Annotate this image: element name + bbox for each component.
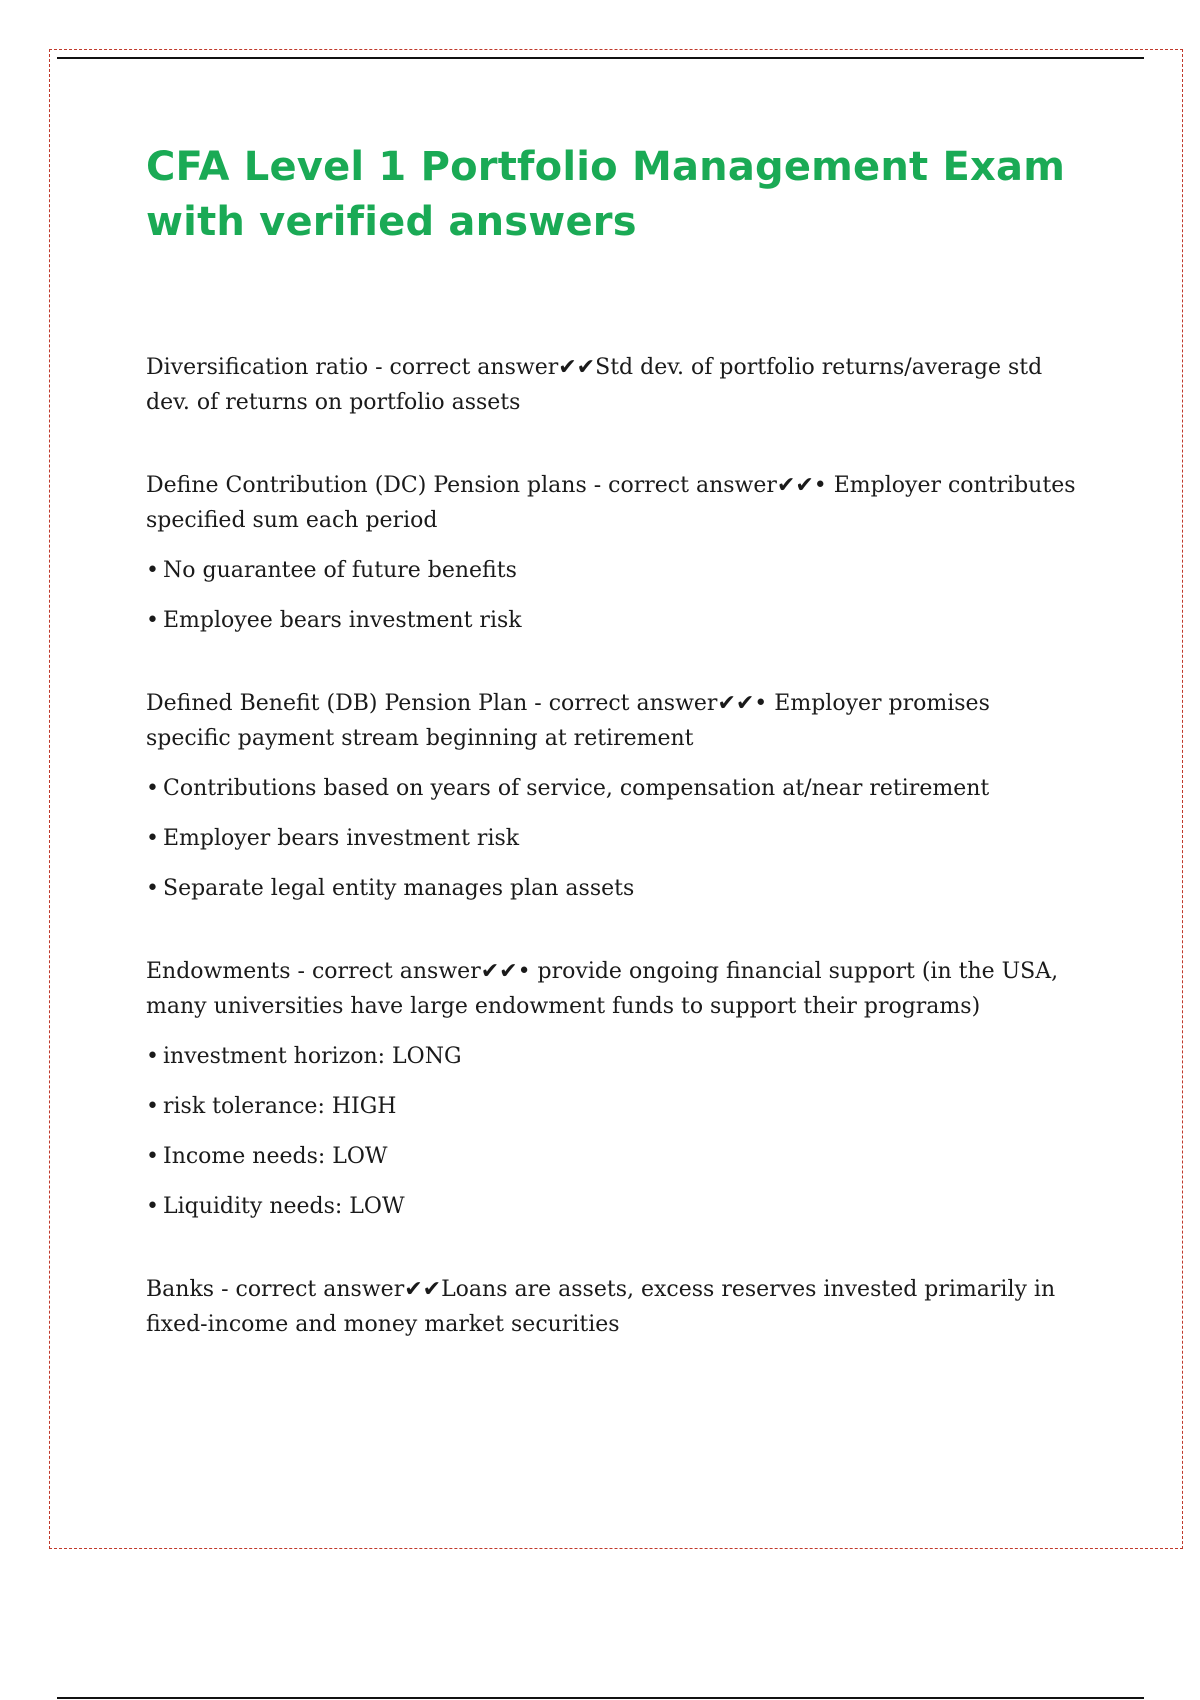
bullet-text: Employer bears investment risk <box>163 826 520 851</box>
bullet-text: Income needs: LOW <box>163 1144 388 1169</box>
bullet-item <box>146 871 1076 906</box>
bullet-item <box>146 1089 1076 1124</box>
bullet-icon: • <box>146 776 159 801</box>
document-content <box>146 140 1076 1390</box>
qa-text: Define Contribution (DC) Pension plans - correct answer✔✔• Employer contributes specified sum each period <box>146 473 1076 533</box>
bullet-icon: • <box>146 1094 159 1119</box>
bullet-icon: • <box>146 826 159 851</box>
bullet-item <box>146 771 1076 806</box>
bullet-text: No guarantee of future benefits <box>163 558 517 583</box>
bullet-item <box>146 1139 1076 1174</box>
qa-list <box>146 350 1076 1342</box>
bullet-text: risk tolerance: HIGH <box>163 1094 397 1119</box>
qa-text: Banks - correct answer✔✔Loans are assets, excess reserves invested primarily in fixed-income and money market securities <box>146 1277 1056 1337</box>
bottom-rule <box>57 1697 1144 1699</box>
bullet-text: Liquidity needs: LOW <box>163 1194 405 1219</box>
bullet-text: investment horizon: LONG <box>163 1044 462 1069</box>
qa-item <box>146 468 1076 638</box>
top-rule <box>57 57 1144 59</box>
qa-item <box>146 350 1076 420</box>
bullet-icon: • <box>146 608 159 633</box>
bullet-item <box>146 821 1076 856</box>
bullet-text: Employee bears investment risk <box>163 608 522 633</box>
bullet-icon: • <box>146 1194 159 1219</box>
qa-text: Diversification ratio - correct answer✔✔Std dev. of portfolio returns/average std dev. of returns on portfolio assets <box>146 355 1043 415</box>
bullet-icon: • <box>146 1044 159 1069</box>
bullet-icon: • <box>146 876 159 901</box>
bullet-icon: • <box>146 558 159 583</box>
bullet-text: Separate legal entity manages plan assets <box>163 876 635 901</box>
bullet-icon: • <box>146 1144 159 1169</box>
bullet-text: Contributions based on years of service, compensation at/near retirement <box>163 776 990 801</box>
bullet-item <box>146 1189 1076 1224</box>
bullet-item <box>146 553 1076 588</box>
qa-text: Defined Benefit (DB) Pension Plan - correct answer✔✔• Employer promises specific payment stream beginning at retirement <box>146 691 990 751</box>
document-title: CFA Level 1 Portfolio Management Exam with verified answers <box>146 144 1066 245</box>
qa-item <box>146 686 1076 906</box>
bullet-item <box>146 1039 1076 1074</box>
bullet-item <box>146 603 1076 638</box>
qa-item <box>146 954 1076 1224</box>
qa-item <box>146 1272 1076 1342</box>
qa-text: Endowments - correct answer✔✔• provide ongoing financial support (in the USA, many universities have large endowment funds to support their programs) <box>146 959 1059 1019</box>
